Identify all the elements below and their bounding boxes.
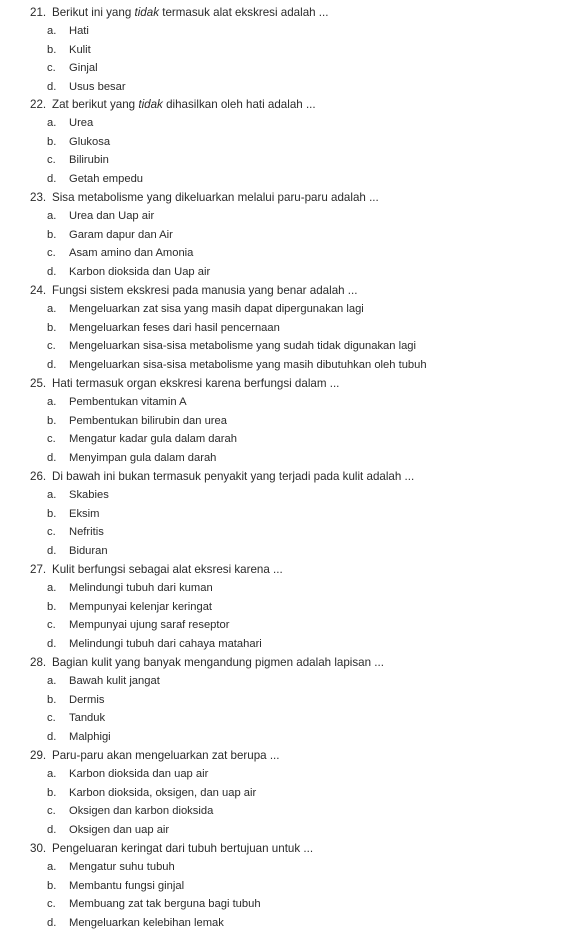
stem-text: Di bawah ini bukan termasuk penyakit yang terjadi pada kulit adalah ... bbox=[52, 470, 415, 483]
option-letter: a. bbox=[47, 303, 57, 315]
option-text: Mengeluarkan sisa-sisa metabolisme yang masih dibutuhkan oleh tubuh bbox=[69, 358, 427, 371]
option-a bbox=[30, 579, 570, 598]
option-letter: c. bbox=[47, 712, 56, 725]
option-letter: a. bbox=[47, 210, 57, 222]
question-number: 28. bbox=[30, 656, 47, 669]
option-text: Menyimpan gula dalam darah bbox=[69, 451, 217, 464]
option-letter: d. bbox=[47, 916, 57, 929]
option-text: Karbon dioksida dan Uap air bbox=[69, 265, 211, 278]
option-d bbox=[30, 170, 570, 189]
stem-text: Paru-paru akan mengeluarkan zat berupa ... bbox=[52, 749, 280, 762]
option-text: Membuang zat tak berguna bagi tubuh bbox=[69, 898, 261, 911]
option-letter: d. bbox=[47, 172, 57, 185]
option-text: Asam amino dan Amonia bbox=[69, 247, 194, 260]
question-23 bbox=[30, 189, 570, 281]
option-d bbox=[30, 78, 570, 97]
option-letter: d. bbox=[47, 637, 57, 650]
option-text: Membantu fungsi ginjal bbox=[69, 879, 185, 892]
option-b bbox=[30, 505, 570, 524]
question-number: 25. bbox=[30, 377, 47, 390]
question-stem bbox=[30, 468, 570, 486]
question-number: 27. bbox=[30, 563, 47, 576]
option-text: Pembentukan vitamin A bbox=[69, 396, 187, 408]
question-number: 30. bbox=[30, 842, 47, 855]
option-letter: a. bbox=[47, 582, 57, 594]
question-number: 23. bbox=[30, 191, 47, 204]
option-text: Ginjal bbox=[69, 62, 98, 75]
option-text: Bawah kulit jangat bbox=[69, 675, 160, 687]
option-text: Karbon dioksida dan uap air bbox=[69, 768, 209, 780]
option-letter: c. bbox=[47, 526, 56, 539]
question-stem bbox=[30, 4, 570, 22]
option-letter: b. bbox=[47, 600, 57, 613]
question-number: 29. bbox=[30, 749, 47, 762]
option-letter: a. bbox=[47, 861, 57, 873]
option-letter: b. bbox=[47, 43, 57, 56]
stem-text: Hati termasuk organ ekskresi karena berfungsi dalam ... bbox=[52, 377, 340, 390]
stem-text: Fungsi sistem ekskresi pada manusia yang benar adalah ... bbox=[52, 284, 358, 297]
question-25 bbox=[30, 375, 570, 467]
option-letter: c. bbox=[47, 805, 56, 818]
option-b bbox=[30, 691, 570, 710]
option-b bbox=[30, 133, 570, 152]
question-number: 21. bbox=[30, 6, 47, 19]
option-text: Oksigen dan karbon dioksida bbox=[69, 805, 214, 818]
question-29 bbox=[30, 747, 570, 839]
option-d bbox=[30, 542, 570, 561]
option-text: Garam dapur dan Air bbox=[69, 228, 173, 241]
option-letter: c. bbox=[47, 62, 56, 75]
option-c bbox=[30, 59, 570, 78]
question-24 bbox=[30, 282, 570, 374]
question-26 bbox=[30, 468, 570, 560]
option-text: Mengeluarkan feses dari hasil pencernaan bbox=[69, 321, 280, 334]
option-letter: d. bbox=[47, 451, 57, 464]
option-a bbox=[30, 486, 570, 505]
option-text: Mengatur kadar gula dalam darah bbox=[69, 433, 237, 446]
option-letter: b. bbox=[47, 786, 57, 799]
option-text: Biduran bbox=[69, 544, 108, 557]
option-d bbox=[30, 821, 570, 840]
option-text: Getah empedu bbox=[69, 172, 144, 185]
option-text: Hati bbox=[69, 25, 89, 37]
option-letter: b. bbox=[47, 507, 57, 520]
option-text: Tanduk bbox=[69, 712, 106, 725]
option-c bbox=[30, 337, 570, 356]
option-letter: d. bbox=[47, 80, 57, 93]
option-letter: c. bbox=[47, 619, 56, 632]
option-letter: b. bbox=[47, 693, 57, 706]
stem-text: Bagian kulit yang banyak mengandung pigmen adalah lapisan ... bbox=[52, 656, 384, 669]
option-letter: c. bbox=[47, 340, 56, 353]
option-d bbox=[30, 914, 570, 933]
option-text: Mengeluarkan zat sisa yang masih dapat dipergunakan lagi bbox=[69, 303, 364, 315]
question-22 bbox=[30, 96, 570, 188]
stem-emphasis: tidak bbox=[138, 98, 163, 111]
option-d bbox=[30, 728, 570, 747]
option-letter: a. bbox=[47, 489, 57, 501]
option-a bbox=[30, 393, 570, 412]
option-text: Glukosa bbox=[69, 135, 111, 148]
option-text: Nefritis bbox=[69, 526, 104, 539]
question-number: 22. bbox=[30, 98, 47, 111]
question-number: 24. bbox=[30, 284, 47, 297]
option-letter: c. bbox=[47, 247, 56, 260]
option-letter: a. bbox=[47, 25, 57, 37]
option-a bbox=[30, 114, 570, 133]
option-text: Mempunyai kelenjar keringat bbox=[69, 600, 213, 613]
option-b bbox=[30, 877, 570, 896]
option-c bbox=[30, 430, 570, 449]
option-c bbox=[30, 802, 570, 821]
stem-text: Kulit berfungsi sebagai alat eksresi karena ... bbox=[52, 563, 283, 576]
option-c bbox=[30, 895, 570, 914]
option-text: Melindungi tubuh dari kuman bbox=[69, 582, 213, 594]
option-text: Mengeluarkan sisa-sisa metabolisme yang sudah tidak digunakan lagi bbox=[69, 340, 417, 353]
option-text: Kulit bbox=[69, 43, 91, 56]
option-a bbox=[30, 207, 570, 226]
question-number: 26. bbox=[30, 470, 47, 483]
question-stem bbox=[30, 840, 570, 858]
option-b bbox=[30, 41, 570, 60]
option-b bbox=[30, 598, 570, 617]
option-c bbox=[30, 151, 570, 170]
option-text: Usus besar bbox=[69, 80, 126, 93]
option-letter: b. bbox=[47, 879, 57, 892]
question-stem bbox=[30, 747, 570, 765]
stem-text-end: dihasilkan oleh hati adalah ... bbox=[162, 98, 316, 111]
option-letter: b. bbox=[47, 228, 57, 241]
question-30 bbox=[30, 840, 570, 932]
option-letter: d. bbox=[47, 730, 57, 743]
option-letter: a. bbox=[47, 117, 57, 129]
option-letter: b. bbox=[47, 135, 57, 148]
option-c bbox=[30, 244, 570, 263]
question-28 bbox=[30, 654, 570, 746]
question-stem bbox=[30, 561, 570, 579]
option-d bbox=[30, 449, 570, 468]
option-c bbox=[30, 523, 570, 542]
option-b bbox=[30, 226, 570, 245]
option-text: Urea bbox=[69, 117, 94, 129]
option-text: Mengeluarkan kelebihan lemak bbox=[69, 916, 224, 929]
option-d bbox=[30, 263, 570, 282]
option-text: Malphigi bbox=[69, 730, 111, 743]
option-text: Oksigen dan uap air bbox=[69, 823, 170, 836]
option-text: Urea dan Uap air bbox=[69, 210, 155, 222]
option-letter: c. bbox=[47, 898, 56, 911]
option-b bbox=[30, 412, 570, 431]
option-text: Mempunyai ujung saraf reseptor bbox=[69, 619, 230, 632]
option-letter: c. bbox=[47, 154, 56, 167]
option-text: Pembentukan bilirubin dan urea bbox=[69, 414, 227, 427]
stem-text-start: Zat berikut yang bbox=[52, 98, 139, 111]
question-stem bbox=[30, 654, 570, 672]
option-text: Mengatur suhu tubuh bbox=[69, 861, 175, 873]
option-letter: c. bbox=[47, 433, 56, 446]
stem-text: Pengeluaran keringat dari tubuh bertujuan untuk ... bbox=[52, 842, 314, 855]
option-b bbox=[30, 319, 570, 338]
option-d bbox=[30, 635, 570, 654]
question-21 bbox=[30, 4, 570, 96]
option-a bbox=[30, 672, 570, 691]
question-27 bbox=[30, 561, 570, 653]
option-c bbox=[30, 709, 570, 728]
question-stem bbox=[30, 96, 570, 114]
option-letter: d. bbox=[47, 358, 57, 371]
option-letter: a. bbox=[47, 396, 57, 408]
option-a bbox=[30, 22, 570, 41]
stem-text-end: termasuk alat ekskresi adalah ... bbox=[159, 6, 329, 19]
option-text: Dermis bbox=[69, 693, 105, 706]
option-letter: a. bbox=[47, 768, 57, 780]
question-stem bbox=[30, 282, 570, 300]
option-b bbox=[30, 784, 570, 803]
option-d bbox=[30, 356, 570, 375]
option-text: Bilirubin bbox=[69, 154, 109, 167]
stem-text-start: Berikut ini yang bbox=[52, 6, 135, 19]
stem-emphasis: tidak bbox=[134, 6, 159, 19]
option-text: Karbon dioksida, oksigen, dan uap air bbox=[69, 786, 257, 799]
option-a bbox=[30, 300, 570, 319]
stem-text: Sisa metabolisme yang dikeluarkan melalui paru-paru adalah ... bbox=[52, 191, 379, 204]
cropped-text-fragment bbox=[112, 0, 152, 3]
option-letter: d. bbox=[47, 823, 57, 836]
question-stem bbox=[30, 189, 570, 207]
option-letter: b. bbox=[47, 414, 57, 427]
option-text: Melindungi tubuh dari cahaya matahari bbox=[69, 637, 262, 650]
option-letter: a. bbox=[47, 675, 57, 687]
option-c bbox=[30, 616, 570, 635]
option-a bbox=[30, 858, 570, 877]
question-stem bbox=[30, 375, 570, 393]
option-letter: b. bbox=[47, 321, 57, 334]
option-letter: d. bbox=[47, 265, 57, 278]
option-text: Skabies bbox=[69, 489, 109, 501]
option-a bbox=[30, 765, 570, 784]
option-text: Eksim bbox=[69, 507, 100, 520]
option-letter: d. bbox=[47, 544, 57, 557]
